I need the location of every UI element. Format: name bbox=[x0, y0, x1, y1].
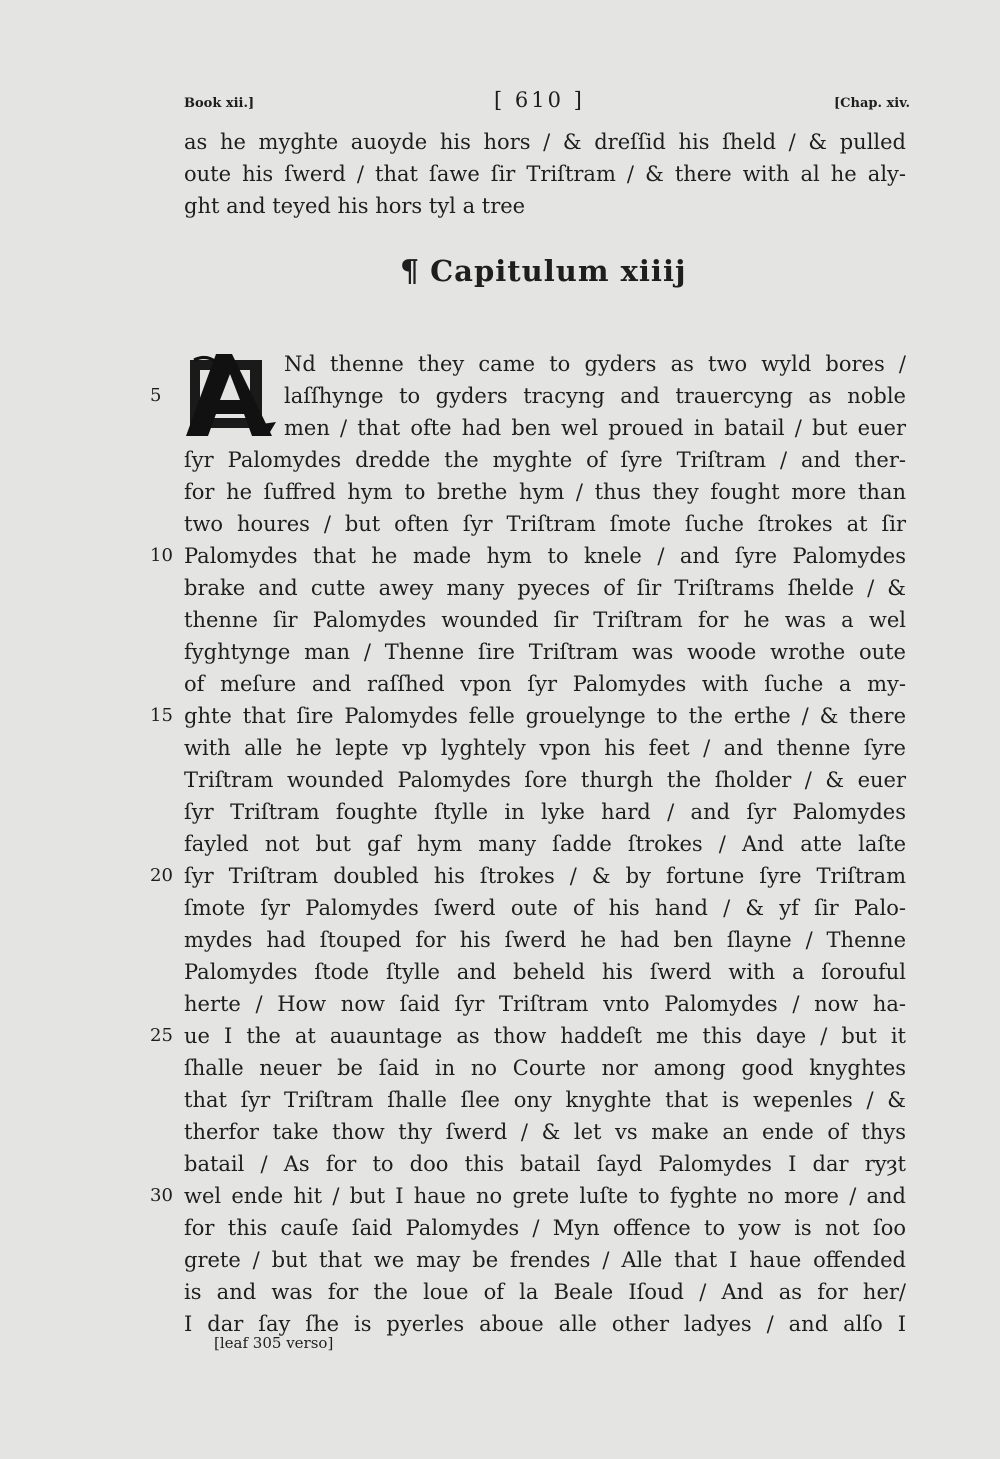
text-line: grete / but that we may be frendes / Alle that I haue offended bbox=[184, 1248, 906, 1272]
text-line: ſmote ſyr Palomydes ſwerd oute of his hand / & yf ſir Palo- bbox=[184, 896, 906, 920]
line-number: 30 bbox=[150, 1185, 173, 1206]
text-line: men / that ofte had ben wel proued in batail / but euer bbox=[284, 416, 906, 440]
text-line: wel ende hit / but I haue no grete luſte to fyghte no more / and bbox=[184, 1184, 906, 1208]
text-line: Triſtram wounded Palomydes ſore thurgh the ſholder / & euer bbox=[184, 768, 906, 792]
text-line: of meſure and raſſhed vpon ſyr Palomydes with ſuche a my- bbox=[184, 672, 906, 696]
text-line: batail / As for to doo this batail ſayd Palomydes I dar ryȝt bbox=[184, 1152, 906, 1176]
text-line: that ſyr Triſtram ſhalle ſlee ony knyghte that is wepenles / & bbox=[184, 1088, 906, 1112]
page-number: [ 610 ] bbox=[494, 88, 585, 112]
text-line: oute his ſwerd / that ſawe ſir Triſtram / & there with al he aly- bbox=[184, 162, 906, 186]
text-line: therfor take thow thy ſwerd / & let vs make an ende of thys bbox=[184, 1120, 906, 1144]
running-header bbox=[184, 88, 910, 118]
text-line: laſſhynge to gyders tracyng and trauercyng as noble bbox=[284, 384, 906, 408]
text-line: ſyr Triſtram foughte ſtylle in lyke hard / and ſyr Palomydes bbox=[184, 800, 906, 824]
text-line: brake and cutte awey many pyeces of ſir Triſtrams ſhelde / & bbox=[184, 576, 906, 600]
decorated-initial bbox=[186, 352, 278, 436]
text-line: ſhalle neuer be ſaid in no Courte nor among good knyghtes bbox=[184, 1056, 906, 1080]
text-line: thenne ſir Palomydes wounded ſir Triſtram for he was a wel bbox=[184, 608, 906, 632]
text-line: Nd thenne they came to gyders as two wyld bores / bbox=[284, 352, 906, 376]
text-line: Palomydes ſtode ſtylle and beheld his ſwerd with a ſorouful bbox=[184, 960, 906, 984]
text-line: ght and teyed his hors tyl a tree bbox=[184, 194, 526, 218]
line-number: 10 bbox=[150, 545, 173, 566]
text-line: ſyr Triſtram doubled his ſtrokes / & by fortune ſyre Triſtram bbox=[184, 864, 906, 888]
text-line: for he ſuffred hym to brethe hym / thus they fought more than bbox=[184, 480, 906, 504]
line-number: 15 bbox=[150, 705, 173, 726]
text-line: ue I the at auauntage as thow haddeſt me this daye / but it bbox=[184, 1024, 906, 1048]
text-line: fayled not but gaf hym many ſadde ſtrokes / And atte laſte bbox=[184, 832, 906, 856]
chapter-title: Capitulum xiiij bbox=[430, 254, 687, 288]
line-number: 20 bbox=[150, 865, 173, 886]
text-line: fyghtynge man / Thenne ſire Triſtram was woode wrothe oute bbox=[184, 640, 906, 664]
chapter-heading bbox=[400, 254, 720, 294]
chapter-reference: [Chap. xiv. bbox=[834, 96, 910, 111]
text-line: with alle he lepte vp lyghtely vpon his feet / and thenne ſyre bbox=[184, 736, 906, 760]
text-line: herte / How now ſaid ſyr Triſtram vnto Palomydes / now ha- bbox=[184, 992, 906, 1016]
paragraph-mark-icon: ¶ bbox=[400, 254, 421, 289]
line-number: 5 bbox=[150, 385, 162, 406]
text-line: ſyr Palomydes dredde the myghte of ſyre Triſtram / and ther- bbox=[184, 448, 906, 472]
text-line: I dar ſay ſhe is pyerles aboue alle other ladyes / and alſo I bbox=[184, 1312, 906, 1336]
text-line: mydes had ſtouped for his ſwerd he had ben ſlayne / Thenne bbox=[184, 928, 906, 952]
text-line: Palomydes that he made hym to knele / and ſyre Palomydes bbox=[184, 544, 906, 568]
book-reference: Book xii.] bbox=[184, 96, 255, 111]
text-line: is and was for the loue of la Beale Iſoud / And as for her/ bbox=[184, 1280, 906, 1304]
text-line: two houres / but often ſyr Triſtram ſmote ſuche ſtrokes at ſir bbox=[184, 512, 906, 536]
initial-letter-graphic bbox=[186, 352, 278, 436]
line-number: 25 bbox=[150, 1025, 173, 1046]
leaf-reference: [leaf 305 verso] bbox=[214, 1334, 334, 1352]
text-line: ghte that ſire Palomydes felle grouelynge to the erthe / & there bbox=[184, 704, 906, 728]
text-line: as he myghte auoyde his hors / & dreſſid his ſheld / & pulled bbox=[184, 130, 906, 154]
text-line: for this cauſe ſaid Palomydes / Myn offence to yow is not ſoo bbox=[184, 1216, 906, 1240]
